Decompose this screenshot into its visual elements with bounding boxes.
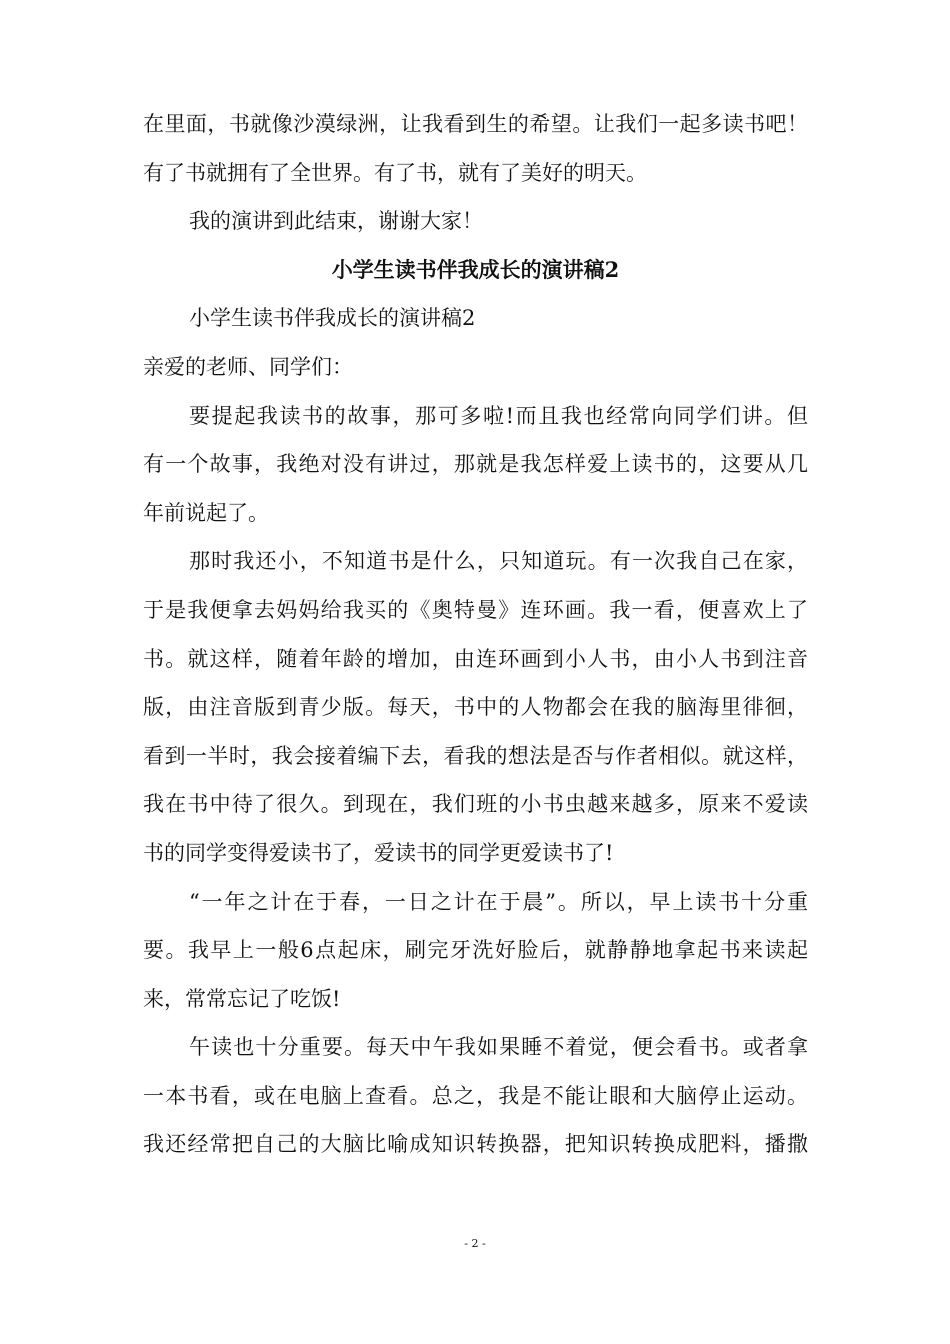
text-line: 要。我早上一般6点起床，刷完牙洗好脸后，就静静地拿起书来读起	[143, 938, 808, 963]
text-line: 我还经常把自己的大脑比喻成知识转换器，把知识转换成肥料，播撒	[143, 1132, 808, 1157]
text-line: “一年之计在于春，一日之计在于晨”。所以，早上读书十分重	[189, 889, 808, 914]
text-line: 看到一半时，我会接着编下去，看我的想法是否与作者相似。就这样，	[143, 743, 808, 768]
text-line: 于是我便拿去妈妈给我买的《奥特曼》连环画。我一看，便喜欢上了	[143, 597, 808, 622]
text-line: 一本书看，或在电脑上查看。总之，我是不能让眼和大脑停止运动。	[143, 1083, 808, 1108]
text-line: 我在书中待了很久。到现在，我们班的小书虫越来越多，原来不爱读	[143, 792, 808, 817]
text-line: 小学生读书伴我成长的演讲稿2	[189, 306, 476, 331]
section-heading: 小学生读书伴我成长的演讲稿2	[331, 256, 620, 282]
text-line: 有一个故事，我绝对没有讲过，那就是我怎样爱上读书的，这要从几	[143, 452, 808, 477]
document-body	[143, 100, 808, 1169]
text-line: 在里面，书就像沙漠绿洲，让我看到生的希望。让我们一起多读书吧！	[143, 112, 808, 136]
text-line: 有了书就拥有了全世界。有了书，就有了美好的明天。	[143, 160, 647, 185]
text-line: 来，常常忘记了吃饭!	[143, 986, 341, 1011]
salutation: 亲爱的老师、同学们：	[143, 354, 353, 379]
text-line: 午读也十分重要。每天中午我如果睡不着觉，便会看书。或者拿	[189, 1035, 808, 1060]
text-line: 那时我还小，不知道书是什么，只知道玩。有一次我自己在家，	[189, 549, 808, 574]
text-line: 书。就这样，随着年龄的增加，由连环画到小人书，由小人书到注音	[143, 646, 808, 671]
text-line: 要提起我读书的故事，那可多啦!而且我也经常向同学们讲。但	[189, 403, 808, 428]
page-number: - 2 -	[464, 1237, 486, 1250]
text-line: 书的同学变得爱读书了，爱读书的同学更爱读书了!	[143, 840, 614, 865]
text-line: 我的演讲到此结束，谢谢大家！	[189, 209, 483, 234]
text-line: 版，由注音版到青少版。每天，书中的人物都会在我的脑海里徘徊，	[143, 695, 808, 720]
text-line: 年前说起了。	[143, 500, 269, 525]
